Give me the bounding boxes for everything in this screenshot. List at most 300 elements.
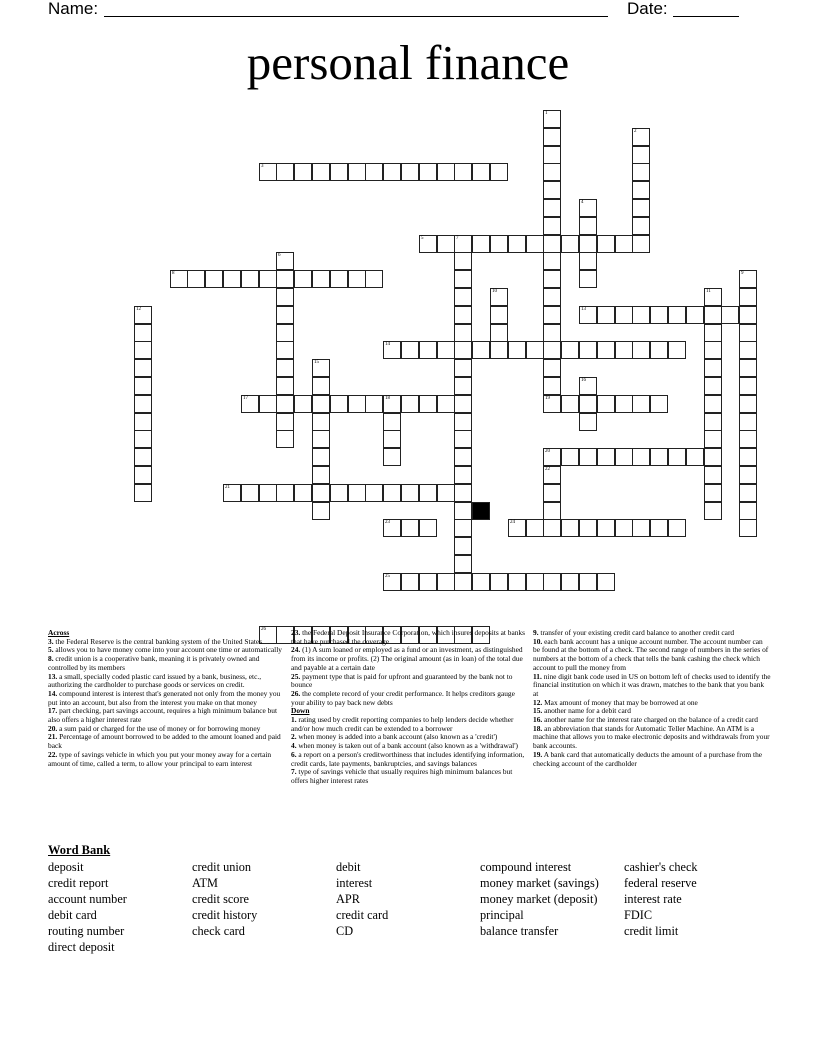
word-bank-word: money market (savings) <box>480 876 599 890</box>
grid-cell[interactable] <box>508 235 526 253</box>
grid-cell[interactable] <box>241 484 259 502</box>
clue-text: the Federal Deposit Insurance Corporation, which insures deposits at banks that have purchased the coverage <box>291 628 525 646</box>
grid-cell[interactable] <box>704 413 722 431</box>
grid-cell[interactable] <box>704 395 722 413</box>
clue-text: type of savings vehicle that usually requires high minimum balances but offers higher interest rates <box>291 767 513 785</box>
grid-cell[interactable] <box>437 573 455 591</box>
grid-cell[interactable] <box>348 484 366 502</box>
clue-num: 3. <box>48 636 54 646</box>
grid-cell[interactable] <box>401 484 419 502</box>
grid-cell[interactable] <box>704 466 722 484</box>
grid-cell[interactable] <box>365 484 383 502</box>
clue-number: 22 <box>545 467 550 472</box>
grid-cell[interactable] <box>704 430 722 448</box>
grid-cell[interactable] <box>543 181 561 199</box>
grid-cell[interactable] <box>526 341 544 359</box>
grid-cell[interactable] <box>223 484 241 502</box>
grid-cell[interactable] <box>276 484 294 502</box>
grid-cell[interactable] <box>241 270 259 288</box>
grid-cell[interactable] <box>134 306 152 324</box>
grid-cell[interactable] <box>615 341 633 359</box>
grid-cell[interactable] <box>579 341 597 359</box>
grid-cell[interactable] <box>241 395 259 413</box>
clue-number: 12 <box>136 307 141 312</box>
grid-cell[interactable] <box>134 377 152 395</box>
date-label: Date: <box>627 0 668 18</box>
grid-cell[interactable] <box>632 235 650 253</box>
grid-cell[interactable] <box>579 377 597 395</box>
grid-cell[interactable] <box>543 448 561 466</box>
grid-cell[interactable] <box>437 395 455 413</box>
grid-cell[interactable] <box>579 270 597 288</box>
grid-cell[interactable] <box>579 235 597 253</box>
grid-cell[interactable] <box>739 270 757 288</box>
clue-number: 7 <box>456 236 459 241</box>
grid-cell[interactable] <box>632 146 650 164</box>
grid-cell[interactable] <box>454 502 472 520</box>
clue-number: 3 <box>261 164 264 169</box>
grid-cell[interactable] <box>668 306 686 324</box>
grid-cell[interactable] <box>383 413 401 431</box>
grid-cell[interactable] <box>472 573 490 591</box>
grid-cell[interactable] <box>276 430 294 448</box>
grid-cell[interactable] <box>597 306 615 324</box>
grid-cell[interactable] <box>739 466 757 484</box>
clue-item <box>291 716 525 733</box>
grid-cell[interactable] <box>615 519 633 537</box>
word-bank-word: account number <box>48 892 127 906</box>
grid-cell[interactable] <box>579 573 597 591</box>
grid-cell[interactable] <box>134 324 152 342</box>
grid-cell[interactable] <box>312 430 330 448</box>
grid-cell[interactable] <box>739 448 757 466</box>
grid-cell[interactable] <box>632 163 650 181</box>
word-bank-word: credit card <box>336 908 389 922</box>
grid-cell[interactable] <box>543 199 561 217</box>
grid-cell[interactable] <box>365 163 383 181</box>
clue-num: 22. <box>48 749 58 759</box>
grid-cell[interactable] <box>543 359 561 377</box>
grid-cell[interactable] <box>579 519 597 537</box>
grid-cell[interactable] <box>134 430 152 448</box>
grid-cell[interactable] <box>561 235 579 253</box>
grid-cell[interactable] <box>348 395 366 413</box>
grid-cell[interactable] <box>276 359 294 377</box>
grid-cell[interactable] <box>597 395 615 413</box>
clue-number: 23 <box>385 520 390 525</box>
grid-cell[interactable] <box>454 341 472 359</box>
grid-cell[interactable] <box>454 430 472 448</box>
grid-cell[interactable] <box>508 573 526 591</box>
grid-cell[interactable] <box>276 413 294 431</box>
grid-cell[interactable] <box>276 395 294 413</box>
grid-cell[interactable] <box>739 395 757 413</box>
grid-cell[interactable] <box>419 341 437 359</box>
grid-cell[interactable] <box>579 448 597 466</box>
clue-item <box>48 751 282 768</box>
grid-cell[interactable] <box>294 163 312 181</box>
grid-cell[interactable] <box>437 341 455 359</box>
grid-cell[interactable] <box>543 573 561 591</box>
grid-cell[interactable] <box>632 306 650 324</box>
grid-cell[interactable] <box>739 324 757 342</box>
grid-cell[interactable] <box>490 324 508 342</box>
grid-cell[interactable] <box>294 484 312 502</box>
grid-cell[interactable] <box>543 395 561 413</box>
grid-cell[interactable] <box>312 377 330 395</box>
grid-cell[interactable] <box>704 377 722 395</box>
grid-cell[interactable] <box>454 484 472 502</box>
grid-cell[interactable] <box>543 110 561 128</box>
clue-item <box>533 751 771 768</box>
grid-cell[interactable] <box>615 448 633 466</box>
grid-cell[interactable] <box>365 395 383 413</box>
grid-cell[interactable] <box>134 395 152 413</box>
grid-cell[interactable] <box>668 448 686 466</box>
grid-cell[interactable] <box>383 484 401 502</box>
date-input-line[interactable] <box>673 16 739 17</box>
grid-cell[interactable] <box>383 573 401 591</box>
grid-cell[interactable] <box>134 413 152 431</box>
grid-cell[interactable] <box>401 341 419 359</box>
clue-text: transfer of your existing credit card balance to another credit card <box>538 628 735 637</box>
grid-cell[interactable] <box>454 359 472 377</box>
grid-cell[interactable] <box>454 306 472 324</box>
clue-text: payment type that is paid for upfront and guaranteed by the bank not to bounce <box>291 671 513 690</box>
clue-num: 13. <box>48 671 58 681</box>
clue-item <box>533 638 771 673</box>
grid-cell[interactable] <box>330 484 348 502</box>
clue-item <box>48 655 282 672</box>
grid-cell[interactable] <box>543 484 561 502</box>
grid-cell[interactable] <box>365 270 383 288</box>
grid-cell[interactable] <box>454 573 472 591</box>
clue-num: 10. <box>533 636 543 646</box>
grid-cell[interactable] <box>312 484 330 502</box>
grid-cell[interactable] <box>294 270 312 288</box>
grid-cell[interactable] <box>739 341 757 359</box>
grid-cell[interactable] <box>259 270 277 288</box>
grid-cell[interactable] <box>259 163 277 181</box>
word-bank-word: CD <box>336 924 354 938</box>
header <box>48 0 768 22</box>
grid-cell[interactable] <box>597 573 615 591</box>
clue-text: rating used by credit reporting companies to help lenders decide whether and/or how much credit can be extended to a borrower <box>291 715 514 733</box>
clues-column-2 <box>291 629 525 786</box>
grid-cell[interactable] <box>419 395 437 413</box>
grid-cell[interactable] <box>490 235 508 253</box>
grid-cell[interactable] <box>312 502 330 520</box>
grid-cell[interactable] <box>419 484 437 502</box>
grid-cell[interactable] <box>134 341 152 359</box>
grid-cell[interactable] <box>543 146 561 164</box>
grid-cell[interactable] <box>543 324 561 342</box>
grid-cell[interactable] <box>739 430 757 448</box>
grid-cell[interactable] <box>543 519 561 537</box>
grid-cell[interactable] <box>259 484 277 502</box>
grid-cell[interactable] <box>632 217 650 235</box>
grid-cell[interactable] <box>454 163 472 181</box>
grid-cell[interactable] <box>454 466 472 484</box>
grid-cell[interactable] <box>401 573 419 591</box>
grid-cell[interactable] <box>526 519 544 537</box>
grid-cell[interactable] <box>454 519 472 537</box>
grid-cell[interactable] <box>543 217 561 235</box>
grid-cell[interactable] <box>704 484 722 502</box>
grid-cell[interactable] <box>579 306 597 324</box>
grid-cell[interactable] <box>561 395 579 413</box>
grid-cell[interactable] <box>579 199 597 217</box>
grid-cell[interactable] <box>348 163 366 181</box>
grid-cell[interactable] <box>276 306 294 324</box>
grid-cell[interactable] <box>454 270 472 288</box>
grid-cell[interactable] <box>526 573 544 591</box>
clue-num: 7. <box>291 767 297 777</box>
grid-cell[interactable] <box>561 341 579 359</box>
grid-cell[interactable] <box>686 448 704 466</box>
grid-cell[interactable] <box>704 341 722 359</box>
grid-cell[interactable] <box>543 502 561 520</box>
grid-cell[interactable] <box>276 341 294 359</box>
grid-cell[interactable] <box>739 288 757 306</box>
grid-cell[interactable] <box>739 519 757 537</box>
grid-cell[interactable] <box>312 270 330 288</box>
grid-cell[interactable] <box>383 395 401 413</box>
grid-cell[interactable] <box>739 377 757 395</box>
grid-cell[interactable] <box>454 324 472 342</box>
grid-cell[interactable] <box>597 448 615 466</box>
grid-cell[interactable] <box>632 181 650 199</box>
clue-text: type of savings vehicle in which you put your money away for a certain amount of time, called a term, to allow your principal to earn interest <box>48 749 272 768</box>
grid-cell[interactable] <box>615 395 633 413</box>
grid-cell[interactable] <box>579 217 597 235</box>
grid-cell[interactable] <box>650 448 668 466</box>
grid-cell[interactable] <box>187 270 205 288</box>
grid-cell[interactable] <box>134 484 152 502</box>
grid-cell[interactable] <box>543 128 561 146</box>
grid-cell[interactable] <box>383 430 401 448</box>
clue-num: 8. <box>48 654 54 664</box>
grid-cell[interactable] <box>739 359 757 377</box>
grid-cell[interactable] <box>205 270 223 288</box>
grid-cell[interactable] <box>739 502 757 520</box>
grid-cell[interactable] <box>490 163 508 181</box>
grid-cell[interactable] <box>383 448 401 466</box>
grid-cell[interactable] <box>704 306 722 324</box>
grid-cell[interactable] <box>650 519 668 537</box>
grid-cell[interactable] <box>561 519 579 537</box>
grid-cell[interactable] <box>454 537 472 555</box>
clue-text: when money is taken out of a bank account (also known as a 'withdrawal') <box>296 741 518 751</box>
grid-cell[interactable] <box>686 306 704 324</box>
clue-num: 25. <box>291 671 301 681</box>
grid-cell[interactable] <box>276 288 294 306</box>
grid-cell[interactable] <box>704 324 722 342</box>
grid-cell[interactable] <box>543 466 561 484</box>
grid-cell[interactable] <box>330 270 348 288</box>
grid-cell[interactable] <box>597 519 615 537</box>
grid-cell[interactable] <box>454 395 472 413</box>
grid-cell[interactable] <box>454 413 472 431</box>
clue-item <box>48 690 282 707</box>
grid-cell[interactable] <box>615 235 633 253</box>
grid-cell[interactable] <box>330 395 348 413</box>
grid-cell[interactable] <box>276 252 294 270</box>
grid-cell[interactable] <box>543 288 561 306</box>
grid-cell[interactable] <box>419 163 437 181</box>
grid-cell[interactable] <box>490 341 508 359</box>
grid-cell[interactable] <box>579 413 597 431</box>
grid-cell[interactable] <box>276 270 294 288</box>
grid-cell[interactable] <box>721 306 739 324</box>
grid-cell[interactable] <box>632 199 650 217</box>
grid-cell[interactable] <box>134 359 152 377</box>
clue-num: 14. <box>48 688 58 698</box>
clue-number: 8 <box>172 271 175 276</box>
clue-text: another name for the interest rate charged on the balance of a credit card <box>542 715 758 725</box>
word-bank-word: principal <box>480 908 524 922</box>
grid-cell[interactable] <box>276 163 294 181</box>
grid-cell[interactable] <box>490 573 508 591</box>
clue-number: 15 <box>314 360 319 365</box>
grid-cell[interactable] <box>632 341 650 359</box>
grid-cell[interactable] <box>454 252 472 270</box>
grid-cell[interactable] <box>419 519 437 537</box>
word-bank <box>48 843 768 954</box>
grid-cell[interactable] <box>472 235 490 253</box>
clue-number: 14 <box>385 342 390 347</box>
clue-number: 16 <box>581 378 586 383</box>
grid-cell[interactable] <box>668 341 686 359</box>
grid-cell[interactable] <box>454 235 472 253</box>
grid-cell[interactable] <box>312 395 330 413</box>
word-bank-word: balance transfer <box>480 924 559 938</box>
grid-cell[interactable] <box>472 341 490 359</box>
grid-cell[interactable] <box>632 519 650 537</box>
name-label: Name: <box>48 0 99 18</box>
grid-cell[interactable] <box>401 519 419 537</box>
grid-cell[interactable] <box>437 235 455 253</box>
grid-cell[interactable] <box>579 395 597 413</box>
grid-cell[interactable] <box>419 573 437 591</box>
clue-num: 6. <box>291 749 297 759</box>
grid-cell[interactable] <box>134 448 152 466</box>
grid-cell[interactable] <box>739 484 757 502</box>
clue-text: Percentage of amount borrowed to be added to the amount loaned and paid back <box>48 732 281 751</box>
grid-cell[interactable] <box>134 466 152 484</box>
grid-cell[interactable] <box>543 235 561 253</box>
grid-cell[interactable] <box>739 413 757 431</box>
grid-cell[interactable] <box>632 128 650 146</box>
grid-cell[interactable] <box>383 341 401 359</box>
clue-num: 21. <box>48 732 58 742</box>
grid-cell[interactable] <box>526 235 544 253</box>
grid-cell[interactable] <box>437 484 455 502</box>
grid-cell[interactable] <box>543 341 561 359</box>
grid-cell[interactable] <box>312 448 330 466</box>
grid-cell[interactable] <box>543 377 561 395</box>
grid-cell[interactable] <box>704 502 722 520</box>
grid-cell[interactable] <box>490 288 508 306</box>
grid-cell[interactable] <box>543 270 561 288</box>
grid-cell[interactable] <box>704 288 722 306</box>
grid-cell[interactable] <box>383 519 401 537</box>
clue-item <box>291 646 525 672</box>
grid-cell[interactable] <box>312 466 330 484</box>
clue-number: 17 <box>243 396 248 401</box>
grid-cell[interactable] <box>668 519 686 537</box>
grid-cell[interactable] <box>383 163 401 181</box>
grid-cell[interactable] <box>276 324 294 342</box>
grid-cell[interactable] <box>561 448 579 466</box>
grid-cell[interactable] <box>454 448 472 466</box>
grid-cell[interactable] <box>650 341 668 359</box>
grid-cell[interactable] <box>632 448 650 466</box>
grid-cell[interactable] <box>704 359 722 377</box>
word-bank-word: credit score <box>192 892 250 906</box>
grid-cell[interactable] <box>312 359 330 377</box>
grid-cell[interactable] <box>543 163 561 181</box>
grid-cell[interactable] <box>650 306 668 324</box>
grid-cell[interactable] <box>650 395 668 413</box>
clue-number: 2 <box>634 129 637 134</box>
clue-text: another name for a debit card <box>542 706 631 716</box>
clue-num: 23. <box>291 628 301 637</box>
grid-cell[interactable] <box>632 395 650 413</box>
grid-cell[interactable] <box>543 306 561 324</box>
grid-cell[interactable] <box>615 306 633 324</box>
clue-text: allows you to have money come into your account one time or automatically <box>53 645 282 655</box>
grid-cell[interactable] <box>561 573 579 591</box>
clue-num: 24. <box>291 645 301 655</box>
grid-cell[interactable] <box>508 341 526 359</box>
word-bank-word: check card <box>192 924 245 938</box>
grid-cell[interactable] <box>454 377 472 395</box>
grid-cell[interactable] <box>276 377 294 395</box>
grid-cell[interactable] <box>597 341 615 359</box>
clue-number: 26 <box>261 627 266 632</box>
grid-cell[interactable] <box>419 235 437 253</box>
clue-item <box>291 629 525 646</box>
clue-item <box>48 733 282 750</box>
clue-num: 2. <box>291 732 297 742</box>
grid-cell[interactable] <box>579 252 597 270</box>
grid-cell[interactable] <box>401 395 419 413</box>
clue-num: 11. <box>533 671 542 681</box>
grid-cell[interactable] <box>704 448 722 466</box>
name-input-line[interactable] <box>104 16 608 17</box>
grid-cell[interactable] <box>437 163 455 181</box>
grid-cell[interactable] <box>597 235 615 253</box>
grid-cell[interactable] <box>454 555 472 573</box>
grid-cell[interactable] <box>401 163 419 181</box>
grid-cell[interactable] <box>170 270 188 288</box>
grid-cell[interactable] <box>508 519 526 537</box>
grid-cell[interactable] <box>294 395 312 413</box>
grid-cell[interactable] <box>312 163 330 181</box>
grid-cell[interactable] <box>543 252 561 270</box>
grid-cell[interactable] <box>454 288 472 306</box>
grid-cell[interactable] <box>330 163 348 181</box>
grid-cell[interactable] <box>472 163 490 181</box>
grid-cell[interactable] <box>490 306 508 324</box>
grid-cell[interactable] <box>312 413 330 431</box>
grid-cell[interactable] <box>223 270 241 288</box>
grid-cell[interactable] <box>259 395 277 413</box>
grid-cell[interactable] <box>348 270 366 288</box>
clue-text: an abbreviation that stands for Automatic Teller Machine. An ATM is a machine that allows you to make electronic deposits and withdrawals from your bank accounts. <box>533 723 770 751</box>
grid-cell[interactable] <box>739 306 757 324</box>
